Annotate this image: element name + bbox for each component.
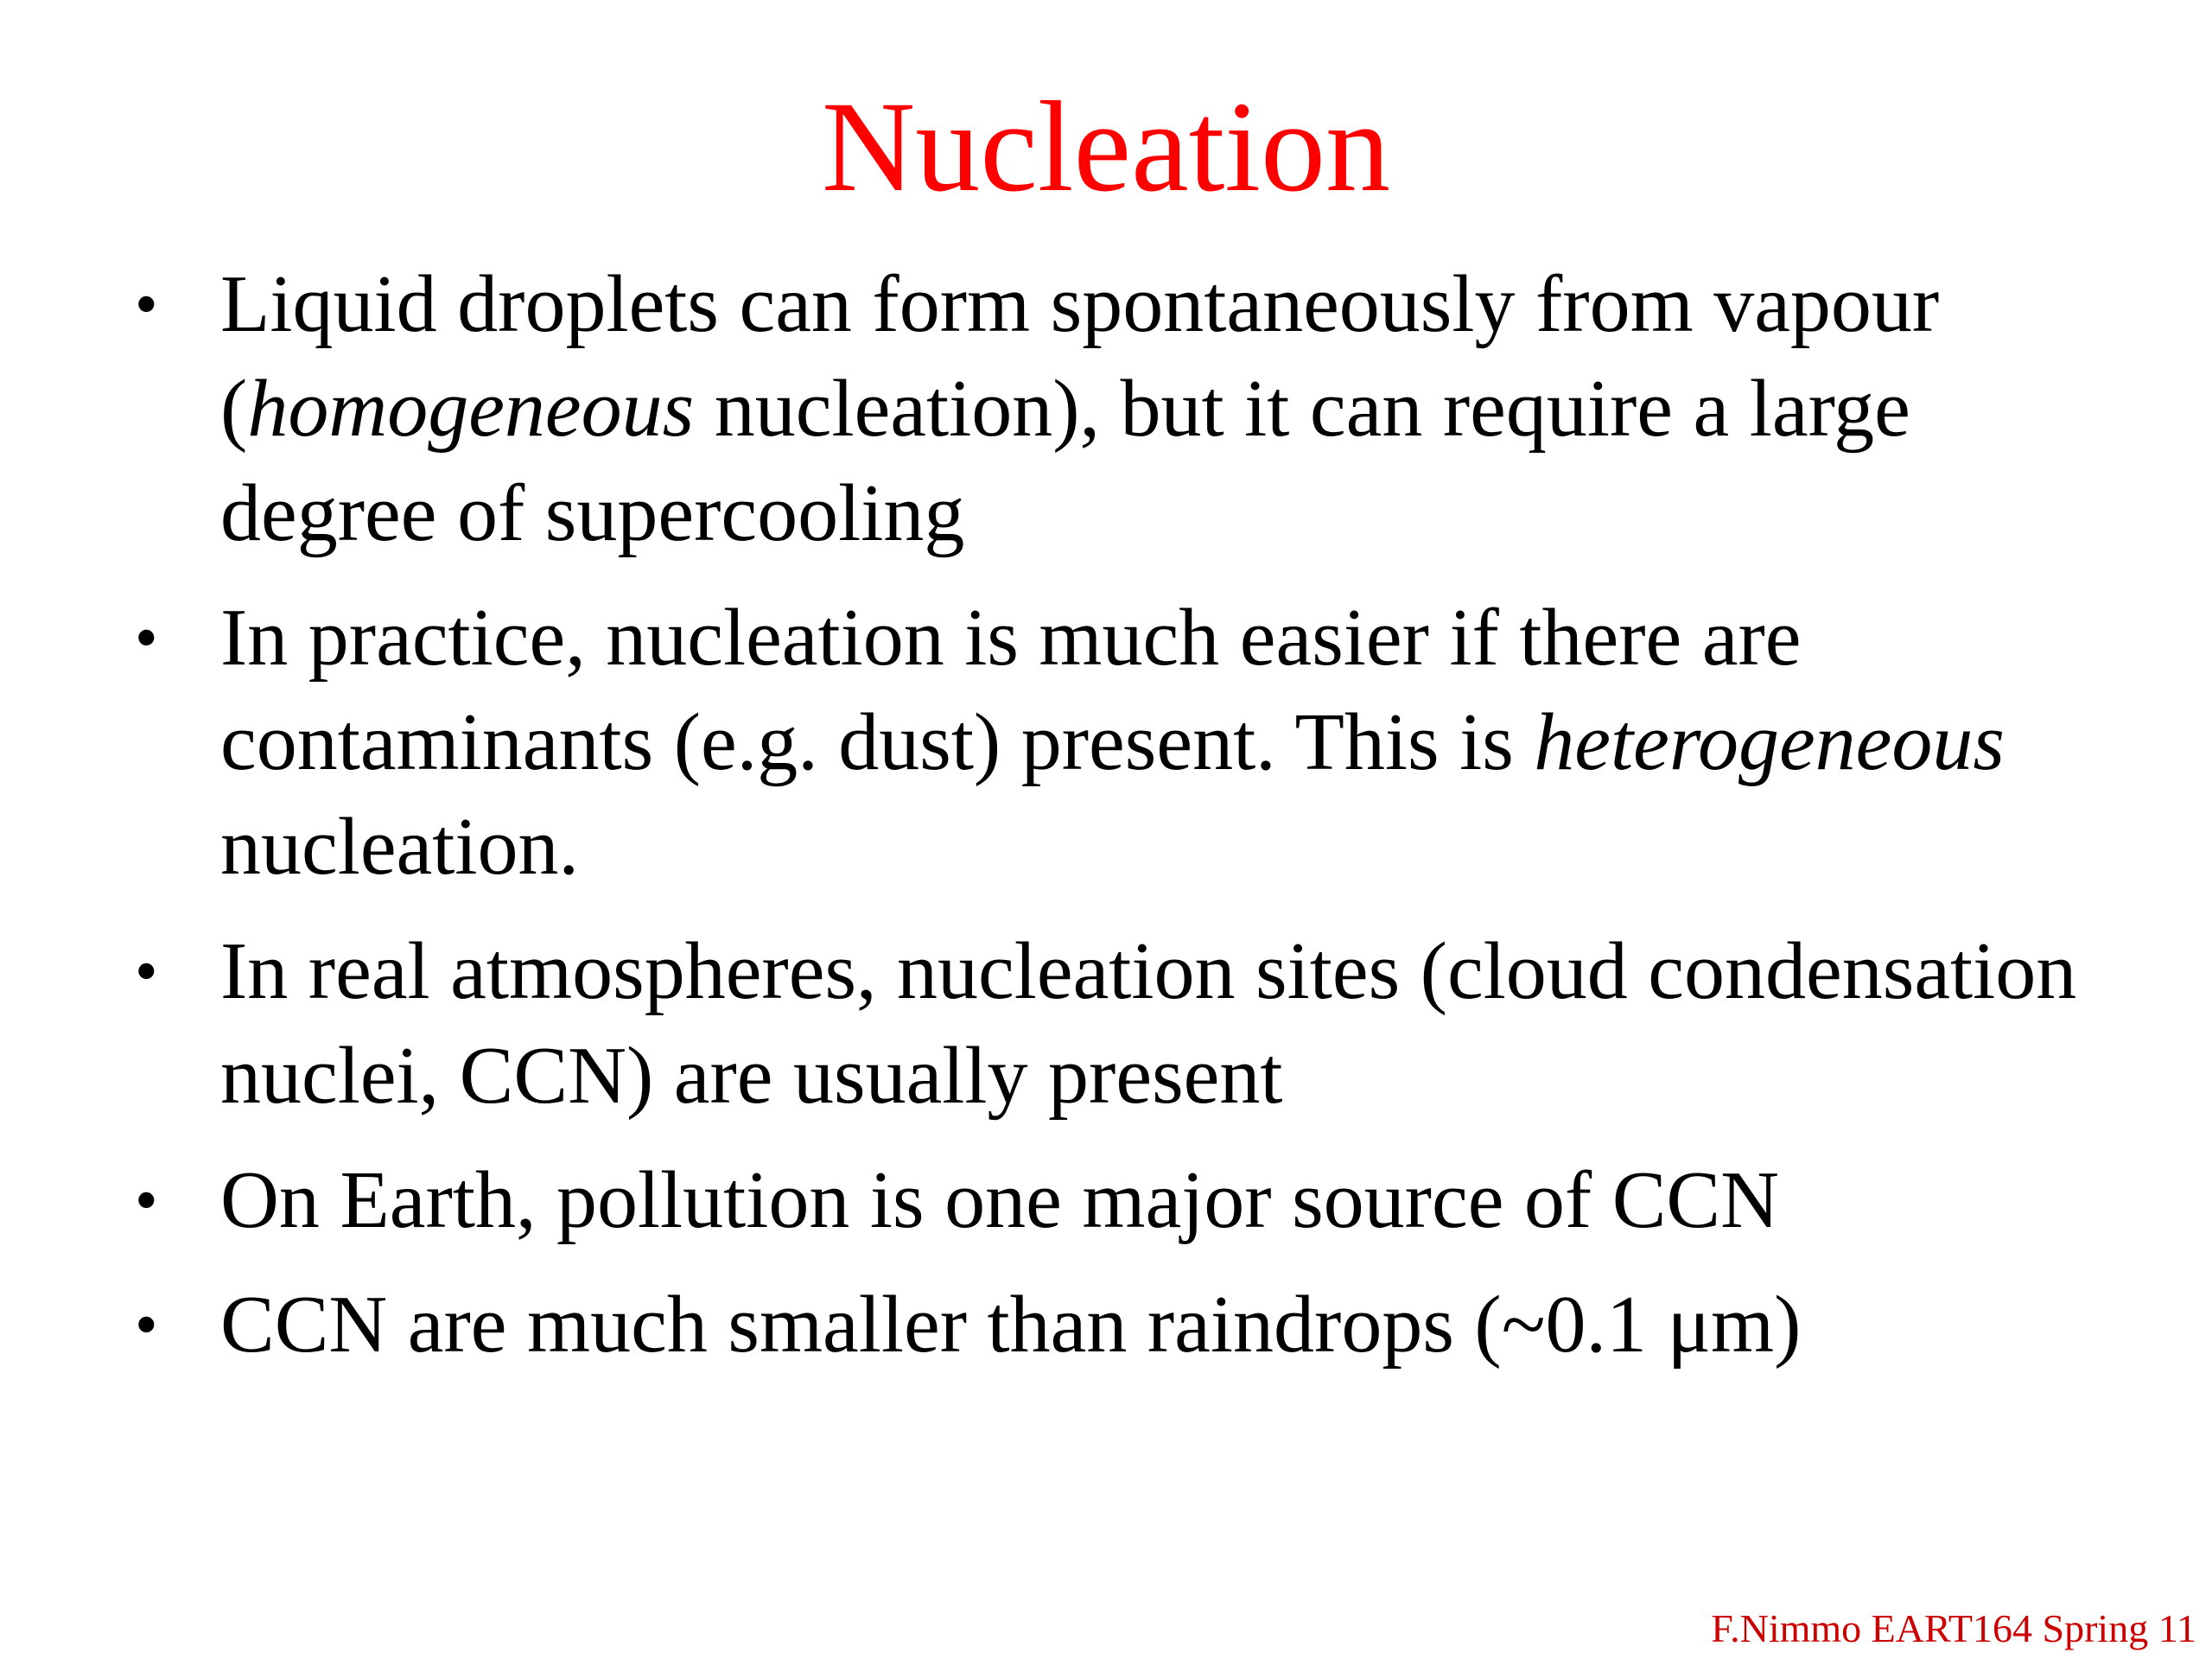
bullet-text-part: On Earth, pollution is one major source of CCN <box>220 1155 1779 1245</box>
bullet-dot-icon: • <box>135 1288 158 1361</box>
bullet-dot-icon: • <box>135 1164 158 1236</box>
bullet-text-part: CCN are much smaller than raindrops (~0.1 <box>220 1280 1668 1370</box>
bullet-dot-icon: • <box>135 935 158 1007</box>
bullet-text-part: m) <box>1710 1280 1802 1370</box>
bullet-text-part: In practice, nucleation is much easier if there are contaminants (e.g. dust) present. This is <box>220 593 1802 787</box>
bullet-text-part: Liquid droplets can form spontaneously from vapour ( <box>220 259 1940 454</box>
footer-credit: F.Nimmo EART164 Spring 11 <box>1711 1606 2196 1650</box>
bullet-item <box>0 1273 2212 1377</box>
bullet-item <box>0 252 2212 566</box>
bullet-dot-icon: • <box>135 601 158 674</box>
bullet-dot-icon: • <box>135 268 158 340</box>
bullet-item <box>0 919 2212 1128</box>
bullet-list <box>0 252 2212 1397</box>
slide-title: Nucleation <box>821 75 1391 219</box>
bullet-text-italic: heterogeneous <box>1534 697 2005 787</box>
bullet-item <box>0 1148 2212 1253</box>
bullet-text-part: nucleation), but it can require a large degree of supercooling <box>220 364 1910 558</box>
micro-symbol: μ <box>1667 1280 1711 1370</box>
bullet-item <box>0 586 2212 899</box>
bullet-text-italic: homogeneous <box>247 364 695 454</box>
bullet-text-part: In real atmospheres, nucleation sites (cloud condensation nuclei, CCN) are usually present <box>220 926 2077 1121</box>
bullet-text-part: nucleation. <box>220 802 580 892</box>
